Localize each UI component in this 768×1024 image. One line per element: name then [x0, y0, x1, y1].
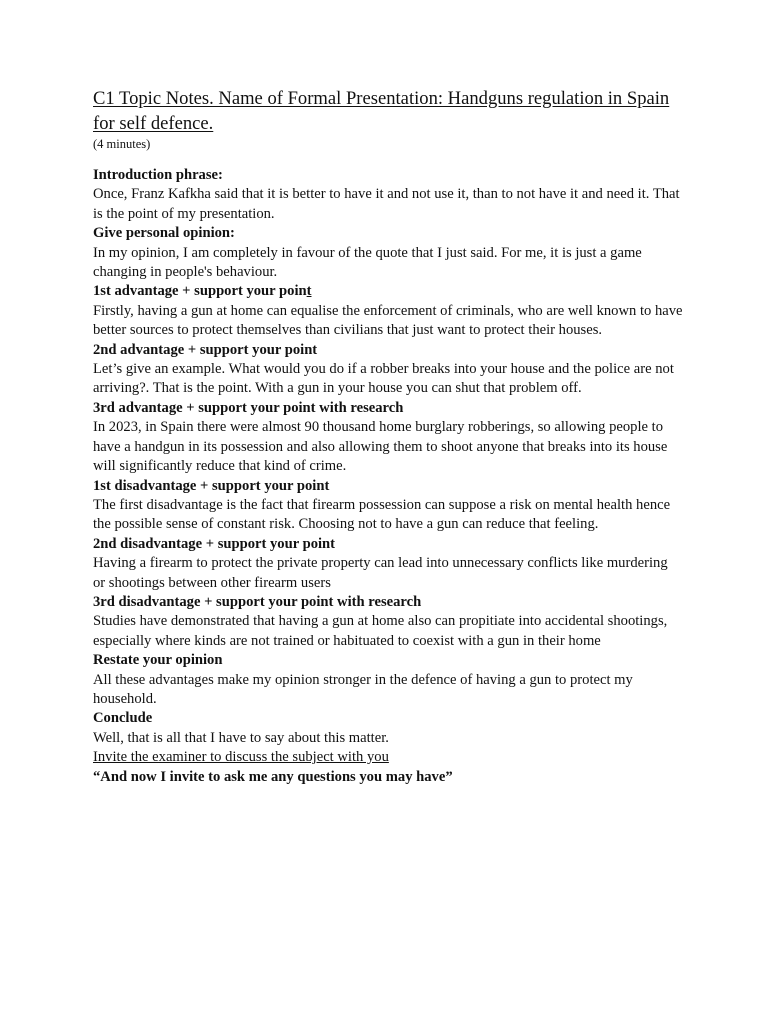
- section-body: The first disadvantage is the fact that firearm possession can suppose a risk on mental health hence the possible sense of constant risk. Choosing not to have a gun can reduce that feeling.: [93, 496, 671, 533]
- section-heading: [93, 282, 683, 301]
- section-body: Once, Franz Kafkha said that it is better to have it and not use it, than to not have it and need it. That is the point of my presentation.: [93, 186, 680, 222]
- section-heading: Restate your opinion: [93, 652, 223, 669]
- section-heading: Introduction phrase:: [93, 167, 223, 183]
- document-content: [93, 86, 683, 787]
- closing-quote: “And now I invite to ask me any questions you may have”: [93, 768, 453, 785]
- section-heading: 1st disadvantage + support your point: [93, 477, 330, 494]
- section-body: Having a firearm to protect the private property can lead into unnecessary conflicts like murdering or shootings between other firearm users: [93, 555, 668, 591]
- section-heading: 3rd disadvantage + support your point with research: [93, 593, 422, 610]
- section-restate-opinion: [93, 651, 683, 709]
- section-disadvantage-3: [93, 593, 683, 651]
- section-heading: Give personal opinion:: [93, 225, 235, 242]
- section-personal-opinion: [93, 224, 683, 282]
- section-heading: 3rd advantage + support your point with research: [93, 399, 404, 416]
- section-body: Well, that is all that I have to say about this matter.: [93, 729, 389, 746]
- section-disadvantage-2: [93, 535, 683, 593]
- section-advantage-3: [93, 399, 683, 477]
- presentation-duration: (4 minutes): [93, 137, 151, 151]
- section-heading-underlined-letter: t: [306, 283, 312, 300]
- section-body: In 2023, in Spain there were almost 90 thousand home burglary robberings, so allowing people to have a handgun in its possession and also allowing them to shoot anyone that breaks into its house will significantly reduce that kind of crime.: [93, 419, 668, 475]
- section-body: Let’s give an example. What would you do if a robber breaks into your house and the police are not arriving?. That is the point. With a gun in your house you can shut that problem off.: [93, 361, 674, 397]
- section-introduction: [93, 166, 683, 224]
- section-heading: 2nd disadvantage + support your point: [93, 535, 336, 552]
- section-advantage-2: [93, 341, 683, 399]
- section-heading-text: 1st advantage + support your poin: [93, 283, 307, 300]
- section-body: In my opinion, I am completely in favour of the quote that I just said. For me, it is just a game changing in people's behaviour.: [93, 244, 642, 281]
- invite-examiner-line: Invite the examiner to discuss the subject with you: [93, 749, 389, 766]
- section-body: Studies have demonstrated that having a gun at home also can propitiate into accidental shootings, especially where kinds are not trained or habituated to coexist with a gun in their home: [93, 613, 668, 649]
- document-title: C1 Topic Notes. Name of Formal Presentation: Handguns regulation in Spain for self defence.: [93, 88, 670, 134]
- section-conclude: [93, 709, 683, 748]
- section-advantage-1: [93, 282, 683, 340]
- section-body: Firstly, having a gun at home can equalise the enforcement of criminals, who are well known to have better sources to protect themselves than civilians that just want to protect their houses.: [93, 302, 683, 339]
- section-heading: Conclude: [93, 710, 153, 727]
- section-body: All these advantages make my opinion stronger in the defence of having a gun to protect my household.: [93, 671, 633, 707]
- section-heading: 2nd advantage + support your point: [93, 341, 318, 358]
- section-disadvantage-1: [93, 477, 683, 535]
